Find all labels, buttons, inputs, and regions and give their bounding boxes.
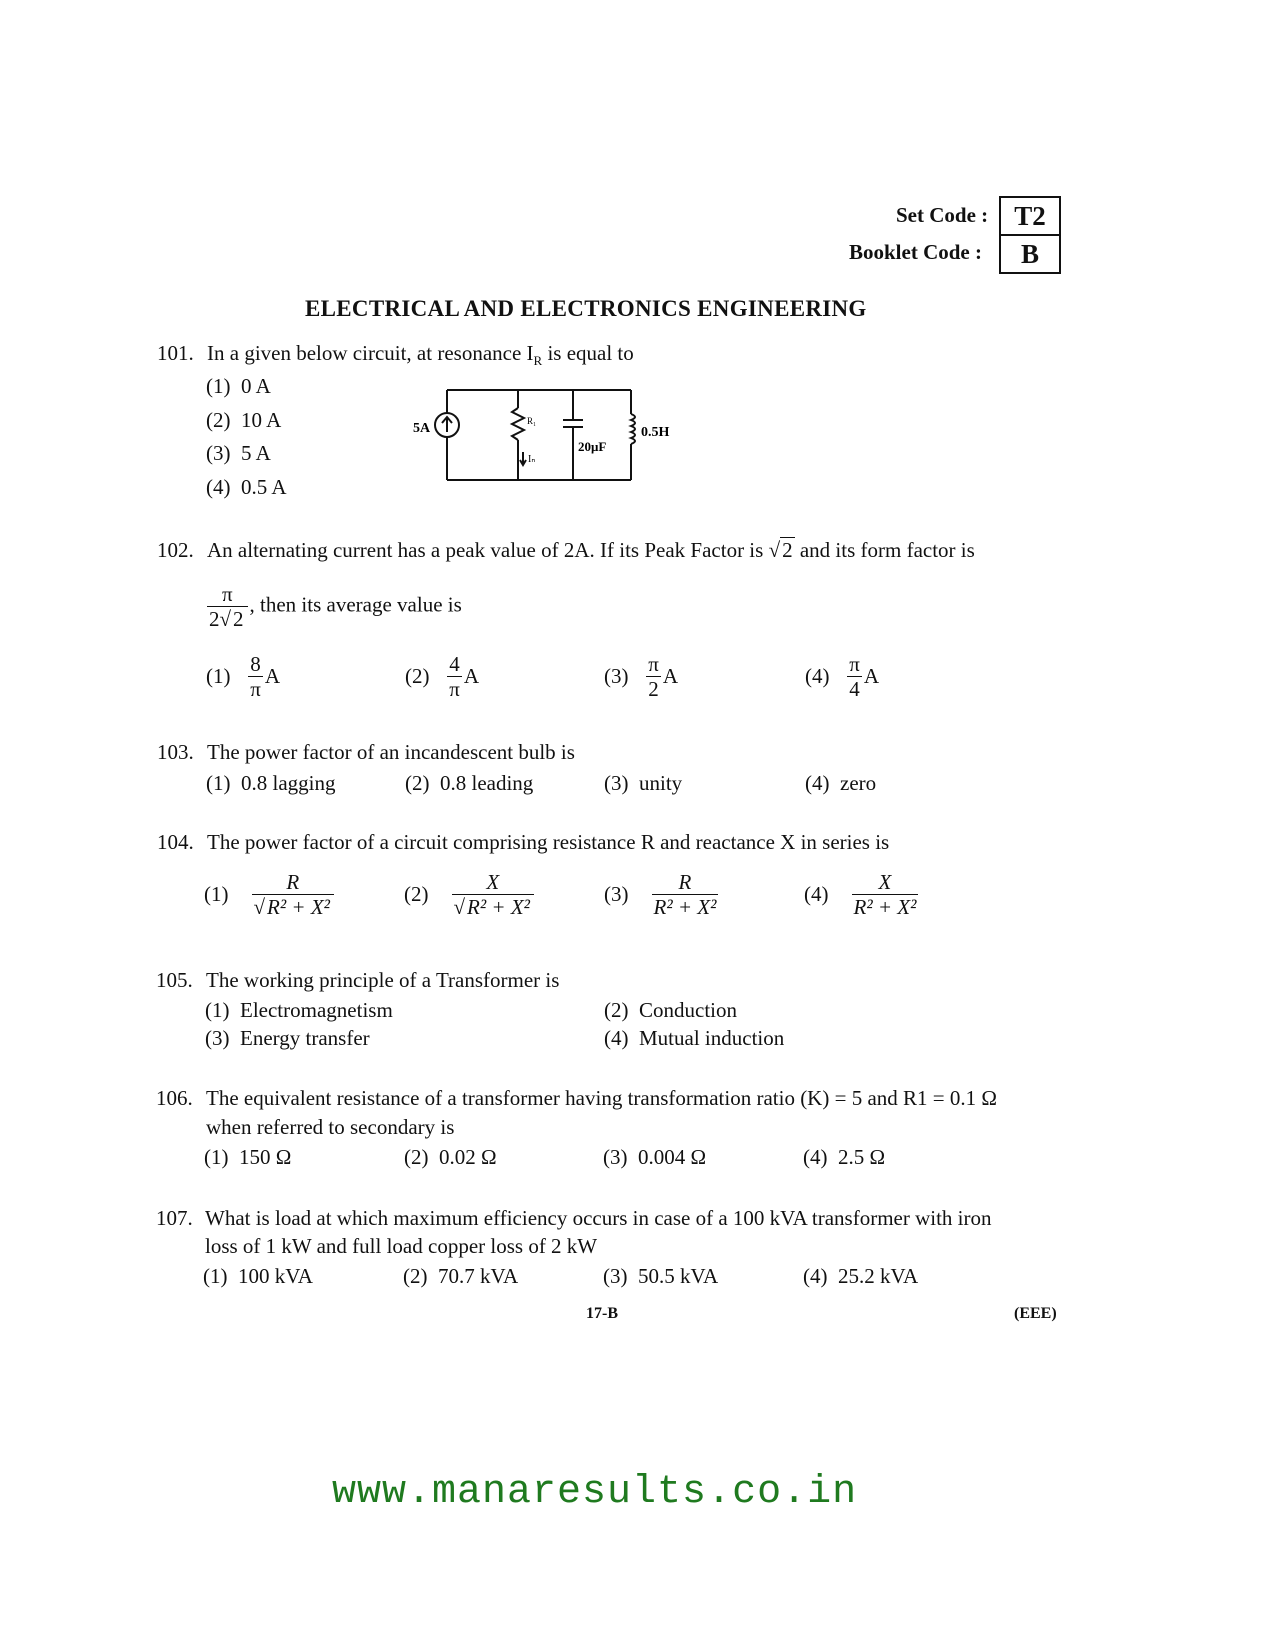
q104-option-4: (4) $\frac{X}{\text{R² + X²}}$ xyxy=(804,870,917,919)
q104-text: The power factor of a circuit comprising resistance R and reactance X in series is xyxy=(207,830,890,854)
watermark-url: www.manaresults.co.in xyxy=(332,1470,858,1515)
q107-text-line2: loss of 1 kW and full load copper loss of 2 kW xyxy=(205,1234,598,1258)
q101-option-1: (1) 0 A xyxy=(206,374,271,398)
peak-factor-value: √2 xyxy=(768,538,793,562)
q104-option-2: (2) $\frac{X}{\text{√R² + X²}}$ xyxy=(404,870,536,919)
q102-number: 102. xyxy=(157,538,194,562)
q104-option-3: (3) $\frac{R}{\text{R² + X²}}$ xyxy=(604,870,717,919)
q106-text-line2: when referred to secondary is xyxy=(206,1115,455,1139)
q106-option-2: (2) 0.02 Ω xyxy=(404,1145,497,1169)
q107-text-line1: What is load at which maximum efficiency occurs in case of a 100 kVA transformer with iron xyxy=(205,1206,992,1230)
q105-option-4: (4) Mutual induction xyxy=(604,1026,785,1050)
q103-option-2: (2) 0.8 leading xyxy=(405,771,534,795)
q104-option-1: (1) $\frac{R}{\text{√R² + X²}}$ xyxy=(204,870,336,919)
q102-option-1: (1) $\frac{8}{\pi}$ A xyxy=(206,652,281,701)
q103-option-3: (3) unity xyxy=(604,771,683,795)
q105-option-3: (3) Energy transfer xyxy=(205,1026,370,1050)
q102-text-line2: $\frac{\pi}{2√2}$ , then its average value is xyxy=(209,582,462,631)
q102-option-3: (3) $\frac{\pi}{2}$ A xyxy=(604,652,679,701)
form-factor-fraction: $\frac{\pi}{2√2}$ xyxy=(207,582,248,631)
q107-option-2: (2) 70.7 kVA xyxy=(403,1264,519,1288)
set-code-label: Set Code : xyxy=(896,203,989,227)
resistor-label: R₁ xyxy=(527,416,537,426)
q103-number: 103. xyxy=(157,740,194,764)
current-label: Iₙ xyxy=(528,454,536,465)
q102-option-2: (2) $\frac{4}{\pi}$ A xyxy=(405,652,480,701)
subject-code: (EEE) xyxy=(1014,1305,1057,1322)
q106-number: 106. xyxy=(156,1086,193,1110)
q105-text: The working principle of a Transformer is xyxy=(206,968,560,992)
inductor-label: 0.5H xyxy=(641,425,670,440)
q102-text: An alternating current has a peak value of 2A. If its Peak Factor is √2 and its form factor is xyxy=(207,538,975,562)
booklet-code-box: B xyxy=(999,234,1061,274)
q106-option-1: (1) 150 Ω xyxy=(204,1145,292,1169)
q103-option-1: (1) 0.8 lagging xyxy=(206,771,336,795)
q106-option-4: (4) 2.5 Ω xyxy=(803,1145,886,1169)
q101-option-4: (4) 0.5 A xyxy=(206,475,287,499)
q107-number: 107. xyxy=(156,1206,193,1230)
page-title: ELECTRICAL AND ELECTRONICS ENGINEERING xyxy=(305,296,867,321)
q101-option-3: (3) 5 A xyxy=(206,441,271,465)
q103-option-4: (4) zero xyxy=(805,771,877,795)
booklet-code-label: Booklet Code : xyxy=(849,240,982,264)
resistor-symbol xyxy=(512,408,524,440)
q101-number: 101. xyxy=(157,341,194,365)
q103-text: The power factor of an incandescent bulb is xyxy=(207,740,575,764)
page-number: 17-B xyxy=(586,1305,618,1322)
q107-option-4: (4) 25.2 kVA xyxy=(803,1264,919,1288)
q107-option-1: (1) 100 kVA xyxy=(203,1264,313,1288)
set-code-box: T2 xyxy=(999,196,1061,236)
q107-option-3: (3) 50.5 kVA xyxy=(603,1264,719,1288)
q104-number: 104. xyxy=(157,830,194,854)
q101-circuit-diagram xyxy=(405,380,695,490)
q105-number: 105. xyxy=(156,968,193,992)
inductor-symbol xyxy=(631,414,635,444)
q106-text-line1: The equivalent resistance of a transformer having transformation ratio (K) = 5 and R1 = 0.1 Ω xyxy=(206,1086,997,1110)
q102-option-4: (4) $\frac{\pi}{4}$ A xyxy=(805,652,880,701)
source-label: 5A xyxy=(413,421,431,436)
q106-option-3: (3) 0.004 Ω xyxy=(603,1145,707,1169)
q101-option-2: (2) 10 A xyxy=(206,408,282,432)
q105-option-1: (1) Electromagnetism xyxy=(205,998,393,1022)
capacitor-label: 20μF xyxy=(578,439,607,454)
q105-option-2: (2) Conduction xyxy=(604,998,737,1022)
q101-text: In a given below circuit, at resonance $I_R$ is equal to xyxy=(207,341,634,369)
